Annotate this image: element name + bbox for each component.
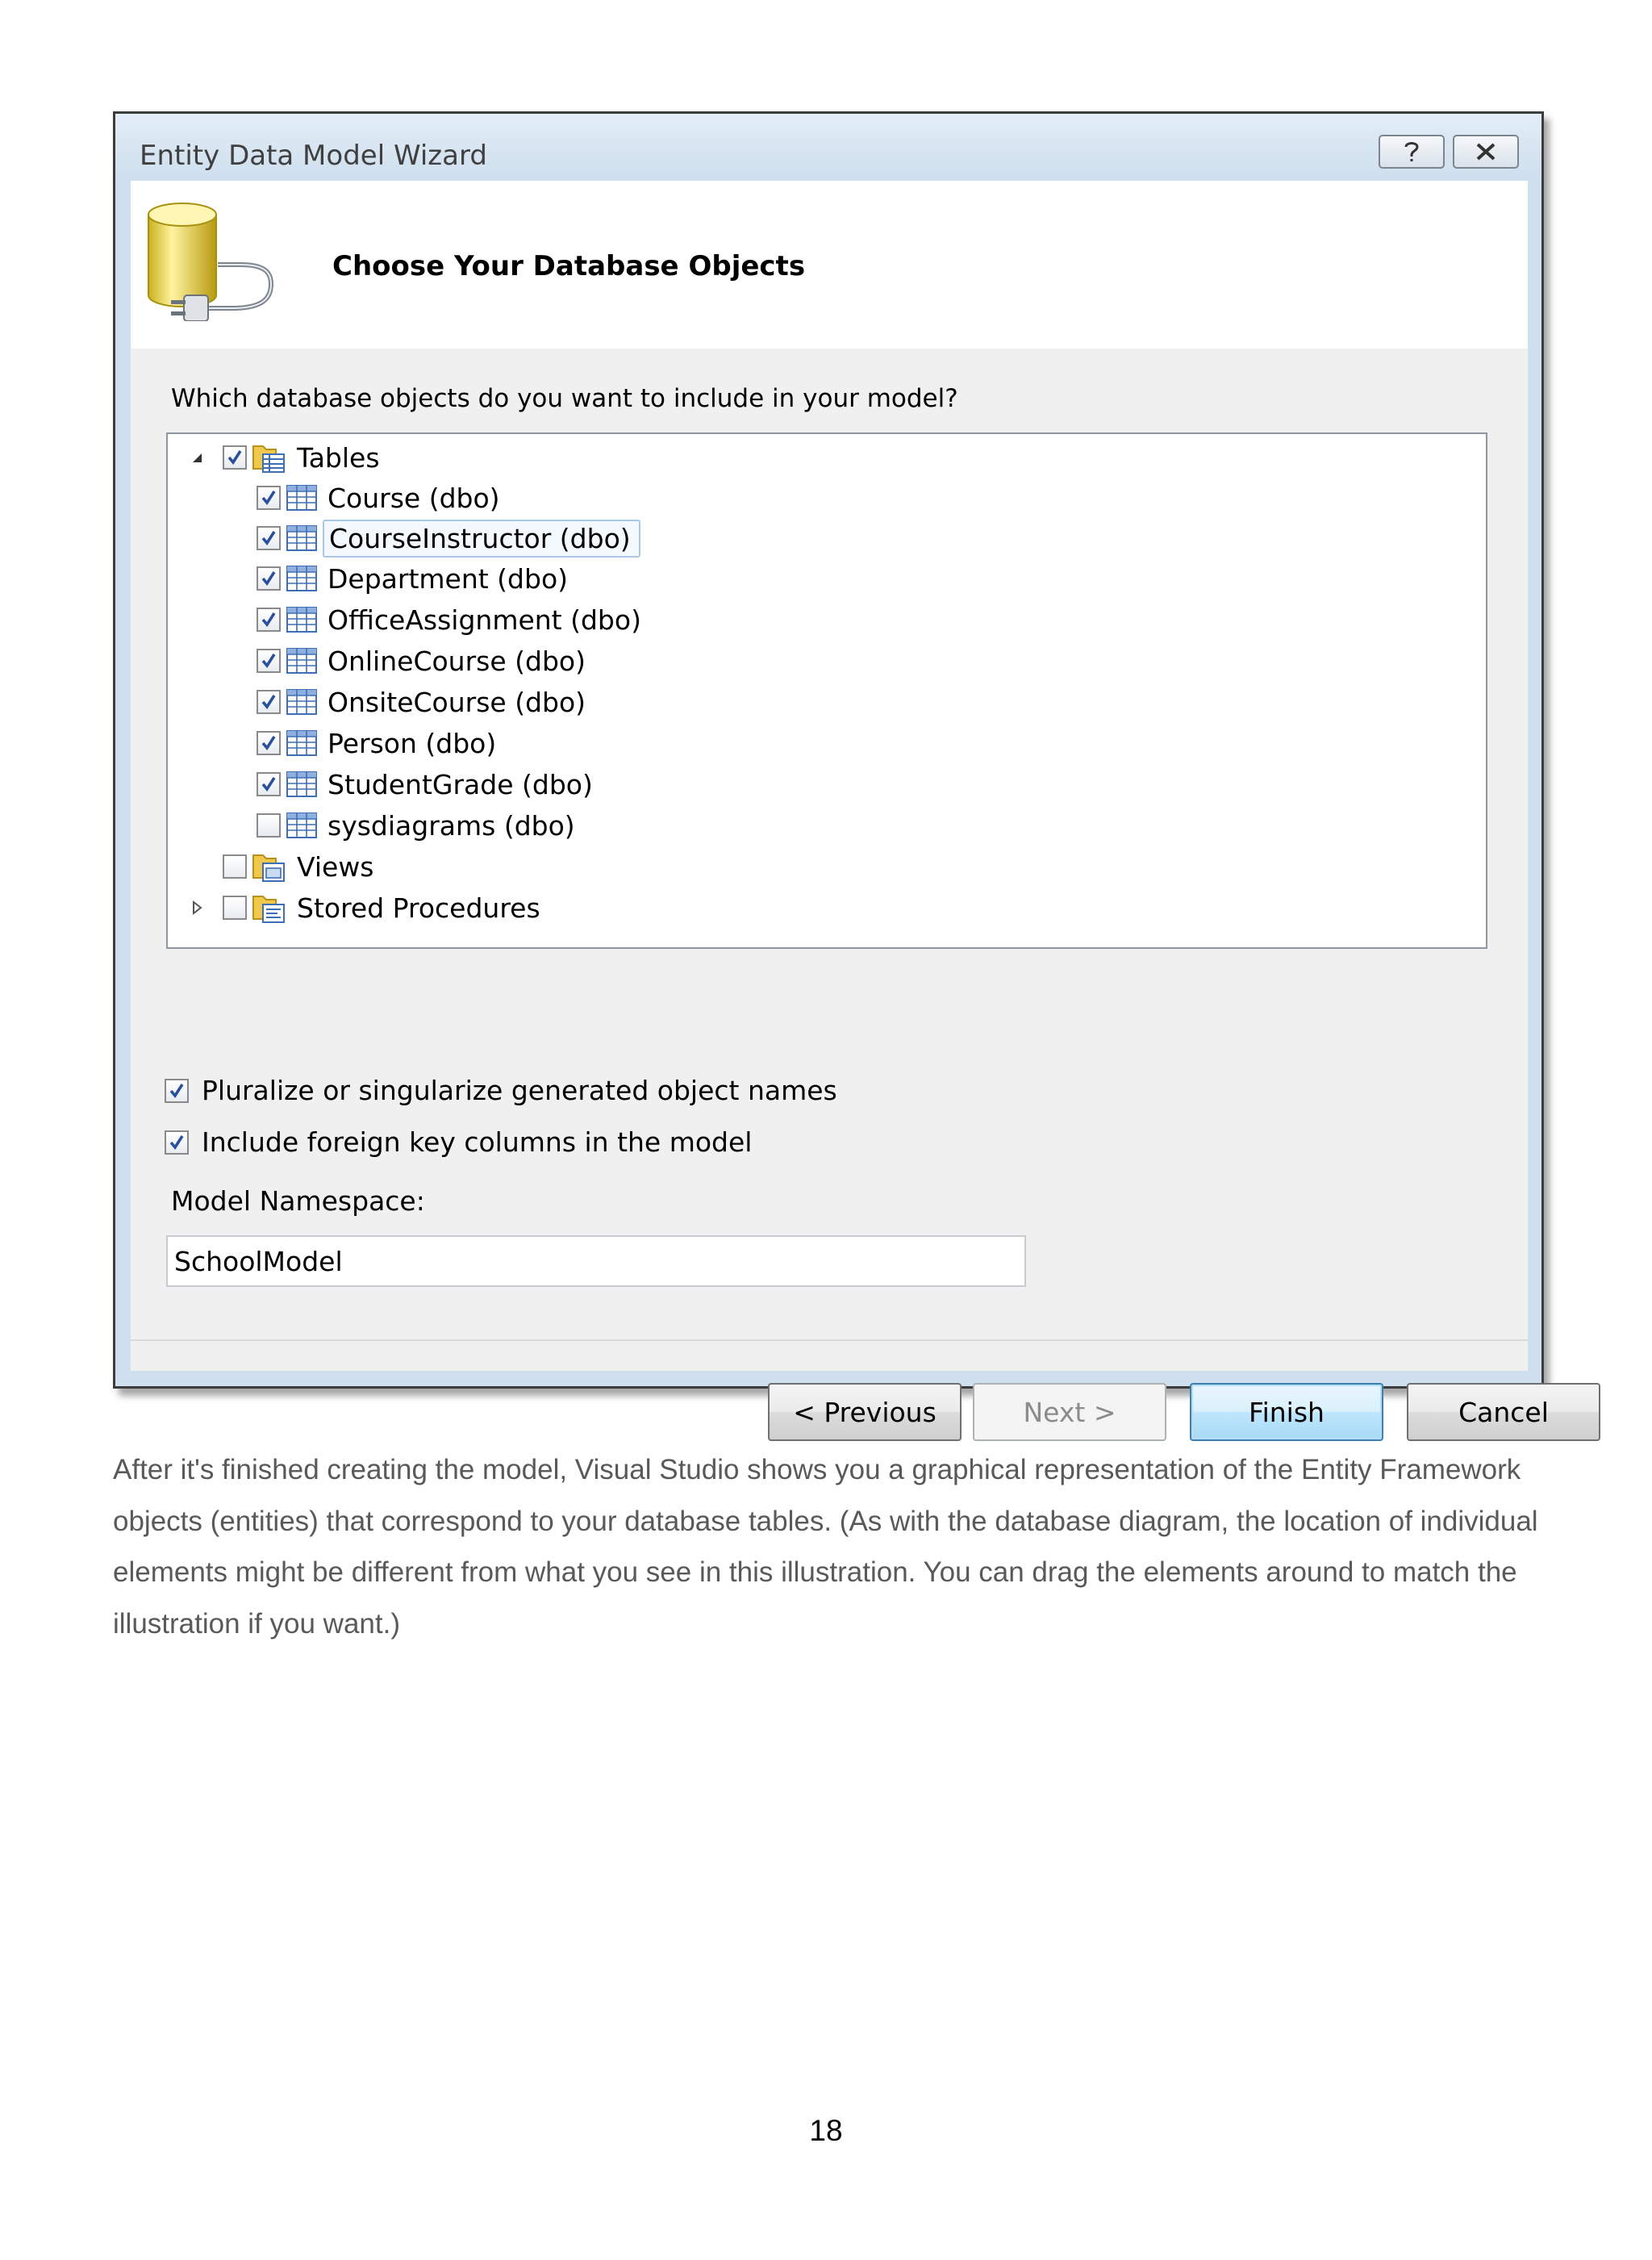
pluralize-checkbox[interactable] [165,1079,189,1103]
footer-divider [131,1339,1528,1341]
check-mark-icon [260,775,277,793]
dialog-body [131,181,1549,1428]
table-icon [286,484,318,512]
check-mark-icon [260,693,277,711]
check-mark-icon [226,449,244,466]
onsitecourse-checkbox[interactable] [257,690,281,714]
check-mark-icon [260,611,277,629]
tree-label-stored-procedures: Stored Procedures [297,892,540,924]
table-icon [286,729,318,757]
check-mark-icon [168,1134,186,1151]
expand-arrow-icon[interactable] [187,448,206,467]
department-checkbox[interactable] [257,566,281,591]
foreign-keys-label: Include foreign key columns in the model [202,1126,753,1158]
body-paragraph: After it's finished creating the model, Visual Studio shows you a graphical representation of the Entity Framework objects (entities) that correspond to your database tables. (As with the database diagram, the location of individual elements might be different from what you see in this illustration. You can drag the elements around to match the illustration if you want.) [113,1454,1538,1640]
close-button[interactable] [1453,135,1519,169]
tree-node-stored-procedures[interactable] [187,888,549,928]
tree-node-onlinecourse[interactable] [257,641,594,681]
table-icon [286,771,318,798]
tree-label-department: Department (dbo) [327,562,569,595]
cancel-button[interactable]: Cancel [1407,1383,1600,1441]
table-icon [286,812,318,839]
table-icon [286,524,318,552]
tree-node-views[interactable] [223,846,382,887]
objects-prompt: Which database objects do you want to include in your model? [171,384,958,413]
tree-node-sysdiagrams[interactable] [257,805,583,846]
tree-label-onsitecourse: OnsiteCourse (dbo) [327,686,586,718]
title-bar [115,114,1541,180]
table-icon [286,565,318,592]
check-mark-icon [260,570,277,587]
tree-label-sysdiagrams: sysdiagrams (dbo) [327,809,575,842]
check-mark-icon [168,1082,186,1100]
namespace-label: Model Namespace: [171,1185,425,1217]
previous-button[interactable]: < Previous [768,1383,962,1441]
close-icon [1475,143,1496,161]
tree-node-course[interactable] [257,478,508,518]
studentgrade-checkbox[interactable] [257,772,281,796]
course-checkbox[interactable] [257,486,281,510]
tree-label-course: Course (dbo) [327,482,500,514]
stored-procedures-checkbox[interactable] [223,896,247,920]
tree-node-tables[interactable] [187,437,388,478]
folder-table-icon [252,441,287,474]
sysdiagrams-checkbox[interactable] [257,813,281,838]
views-checkbox[interactable] [223,854,247,879]
database-plug-icon [144,200,281,321]
folder-procedure-icon [252,892,287,924]
foreign-keys-option[interactable] [165,1126,752,1158]
pluralize-label: Pluralize or singularize generated object names [202,1075,837,1106]
tree-node-onsitecourse[interactable] [257,682,594,722]
tree-label-onlinecourse: OnlineCourse (dbo) [327,645,586,677]
collapsed-arrow-icon[interactable] [187,898,206,917]
check-mark-icon [260,734,277,752]
window-title: Entity Data Model Wizard [140,140,487,172]
question-mark-icon [1402,140,1421,164]
onlinecourse-checkbox[interactable] [257,649,281,673]
table-icon [286,688,318,716]
next-button[interactable]: Next > [973,1383,1166,1441]
pluralize-option[interactable] [165,1075,837,1106]
check-mark-icon [260,489,277,507]
wizard-heading: Choose Your Database Objects [332,250,806,282]
courseinstructor-checkbox[interactable] [257,526,281,550]
tree-node-officeassignment[interactable] [257,599,649,640]
tree-label-officeassignment: OfficeAssignment (dbo) [327,604,641,636]
page-number: 18 [809,2114,843,2147]
tree-node-department[interactable] [257,558,576,599]
tree-node-person[interactable] [257,723,504,763]
officeassignment-checkbox[interactable] [257,608,281,632]
tree-label-person: Person (dbo) [327,727,497,759]
check-mark-icon [260,652,277,670]
namespace-input[interactable] [166,1235,1026,1287]
tree-node-courseinstructor[interactable] [257,518,640,558]
wizard-banner [131,181,1528,349]
tree-label-studentgrade: StudentGrade (dbo) [327,768,593,800]
folder-view-icon [252,850,287,883]
table-icon [286,606,318,633]
tree-label-tables: Tables [297,441,380,474]
foreign-keys-checkbox[interactable] [165,1130,189,1155]
database-objects-tree[interactable] [166,432,1487,949]
wizard-window [113,111,1549,1428]
tables-checkbox[interactable] [223,445,247,470]
check-mark-icon [260,529,277,547]
table-icon [286,647,318,675]
finish-button[interactable]: Finish [1190,1383,1383,1441]
tree-label-views: Views [297,850,374,883]
help-button[interactable] [1379,135,1445,169]
person-checkbox[interactable] [257,731,281,755]
tree-node-studentgrade[interactable] [257,764,601,804]
tree-label-courseinstructor: CourseInstructor (dbo) [323,520,640,558]
